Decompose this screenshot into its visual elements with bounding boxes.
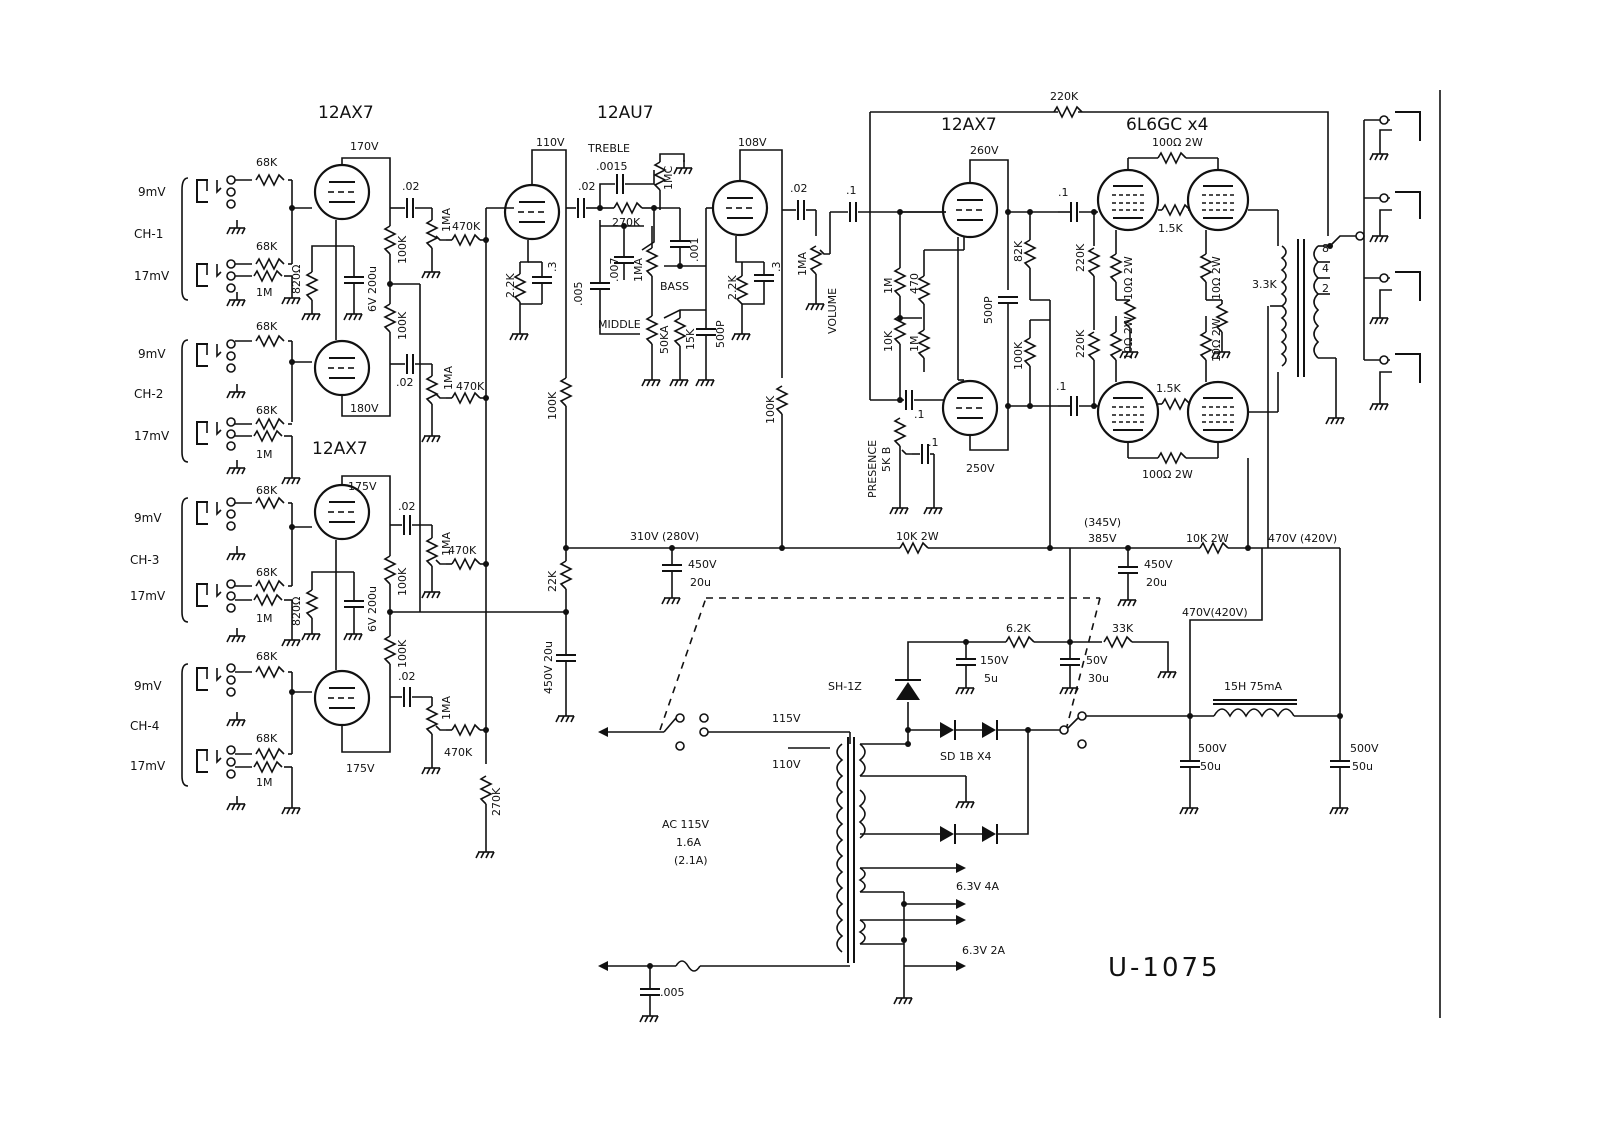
label-c3-2: .3 bbox=[770, 261, 783, 272]
label-68k-4: 68K bbox=[256, 404, 278, 417]
label-1ma-bass: 1MA bbox=[632, 257, 645, 282]
label-68k-3: 68K bbox=[256, 320, 278, 333]
label-220k-2: 220K bbox=[1074, 329, 1087, 358]
label-10ohm2w-2: 10Ω 2W bbox=[1122, 316, 1135, 360]
label-c1-5: .1 bbox=[1056, 380, 1067, 393]
label-820ohm-2: 820Ω bbox=[290, 596, 303, 626]
label-470k-2: 470K bbox=[456, 380, 485, 393]
label-62k: 6.2K bbox=[1006, 622, 1031, 635]
label-500p-1: 500P bbox=[714, 320, 727, 348]
label-5u: 5u bbox=[984, 672, 998, 685]
rail-470v-a: 470V (420V) bbox=[1268, 532, 1338, 545]
label-33k: 33K bbox=[1112, 622, 1134, 635]
label-68k-8: 68K bbox=[256, 732, 278, 745]
label-82k: 82K bbox=[1012, 240, 1025, 262]
voltage-250v: 250V bbox=[966, 462, 995, 475]
channel-4-inputs bbox=[182, 664, 312, 814]
label-10k-pi: 10K bbox=[882, 330, 895, 352]
label-10ohm2w-4: 10Ω 2W bbox=[1210, 318, 1223, 362]
voltage-175v-bottom: 175V bbox=[346, 762, 375, 775]
label-5kb: 5K B bbox=[880, 446, 893, 472]
ch4-lo-sens: 17mV bbox=[130, 759, 166, 773]
voltage-170v: 170V bbox=[350, 140, 379, 153]
label-1ma-4: 1MA bbox=[440, 695, 453, 720]
label-15k: 15K bbox=[684, 328, 697, 350]
label-2-2k-2: 2.2K bbox=[726, 275, 739, 300]
ch4-name: CH-4 bbox=[130, 719, 160, 733]
label-220k-1: 220K bbox=[1074, 243, 1087, 272]
label-c1-3: .1 bbox=[928, 436, 939, 449]
ch1-lo-sens: 17mV bbox=[134, 269, 170, 283]
label-c007: .007 bbox=[608, 257, 621, 282]
label-1-5k-2: 1.5K bbox=[1156, 382, 1181, 395]
label-c1-4: .1 bbox=[1058, 186, 1069, 199]
label-6v200u-2: 6V 200u bbox=[366, 586, 379, 632]
label-treble: TREBLE bbox=[588, 142, 630, 155]
ch1-hi-sens: 9mV bbox=[138, 185, 166, 199]
label-450v-1: 450V bbox=[688, 558, 717, 571]
label-1ma-1: 1MA bbox=[440, 207, 453, 232]
ch4-hi-sens: 9mV bbox=[134, 679, 162, 693]
label-c1-2: .1 bbox=[914, 408, 925, 421]
tube-label-v5: 6L6GC x4 bbox=[1126, 115, 1209, 135]
label-6-3v-4a: 6.3V 4A bbox=[956, 880, 1000, 893]
voltage-110v: 110V bbox=[536, 136, 565, 149]
power-rating bbox=[662, 818, 710, 867]
label-1m-pi: 1M bbox=[882, 277, 895, 294]
label-20u-1: 20u bbox=[690, 576, 711, 589]
label-1ma-volume: 1MA bbox=[796, 251, 809, 276]
channel-labels bbox=[130, 185, 170, 773]
component-labels bbox=[256, 90, 1379, 999]
label-1m-4: 1M bbox=[256, 776, 273, 789]
label-1mc: 1MC bbox=[662, 165, 675, 190]
label-10ohm2w-1: 10Ω 2W bbox=[1122, 256, 1135, 300]
label-6-3v-2a: 6.3V 2A bbox=[962, 944, 1006, 957]
model-number: U-1075 bbox=[1108, 953, 1221, 983]
label-20u-2: 20u bbox=[1146, 576, 1167, 589]
rail-385v: 385V bbox=[1088, 532, 1117, 545]
label-10k2w-1: 10K 2W bbox=[896, 530, 939, 543]
label-6v200u-1: 6V 200u bbox=[366, 266, 379, 312]
label-100ohm2w-1: 100Ω 2W bbox=[1152, 136, 1203, 149]
label-100k-6: 100K bbox=[764, 395, 777, 424]
label-68k-5: 68K bbox=[256, 484, 278, 497]
ac-110v-tap: 110V bbox=[772, 758, 801, 771]
label-100k-2: 100K bbox=[396, 311, 409, 340]
label-470: 470 bbox=[908, 273, 921, 294]
label-470k-1: 470K bbox=[452, 220, 481, 233]
label-c0015: .0015 bbox=[596, 160, 628, 173]
label-c1-1: .1 bbox=[846, 184, 857, 197]
rail-345v: (345V) bbox=[1084, 516, 1122, 529]
label-270k-1: 270K bbox=[490, 787, 503, 816]
rail-310v: 310V (280V) bbox=[630, 530, 700, 543]
label-10ohm2w-3: 10Ω 2W bbox=[1210, 256, 1223, 300]
label-470k-4: 470K bbox=[444, 746, 473, 759]
label-c02-6: .02 bbox=[790, 182, 808, 195]
label-tap-4: 4 bbox=[1322, 262, 1329, 275]
voltage-108v: 108V bbox=[738, 136, 767, 149]
power-line-2: 1.6A bbox=[676, 836, 702, 849]
label-sh1z: SH-1Z bbox=[828, 680, 862, 693]
label-50u-2: 50u bbox=[1352, 760, 1373, 773]
label-c02-4: .02 bbox=[398, 670, 416, 683]
label-c3-1: .3 bbox=[546, 261, 559, 272]
voltage-175v-top: 175V bbox=[348, 480, 377, 493]
label-220k-fb: 220K bbox=[1050, 90, 1079, 103]
label-450v-2: 450V bbox=[1144, 558, 1173, 571]
label-100k-1: 100K bbox=[396, 235, 409, 264]
label-100k-7: 100K bbox=[1012, 341, 1025, 370]
label-c005: .005 bbox=[572, 281, 585, 306]
rail-470v-b: 470V(420V) bbox=[1182, 606, 1248, 619]
label-middle: MIDDLE bbox=[598, 318, 641, 331]
tone-stage bbox=[505, 150, 715, 722]
label-68k-7: 68K bbox=[256, 650, 278, 663]
voltage-180v: 180V bbox=[350, 402, 379, 415]
tube-label-v2: 12AX7 bbox=[312, 439, 368, 459]
label-presence: PRESENCE bbox=[866, 439, 879, 498]
ch2-name: CH-2 bbox=[134, 387, 164, 401]
label-1m-2: 1M bbox=[256, 448, 273, 461]
label-270k-2: 270K bbox=[612, 216, 641, 229]
label-100ohm2w-2: 100Ω 2W bbox=[1142, 468, 1193, 481]
label-820ohm-1: 820Ω bbox=[290, 264, 303, 294]
label-100k-3: 100K bbox=[396, 567, 409, 596]
label-1ma-2: 1MA bbox=[442, 365, 455, 390]
label-100k-4: 100K bbox=[396, 639, 409, 668]
label-volume: VOLUME bbox=[826, 287, 839, 334]
label-c001: .001 bbox=[688, 237, 701, 262]
ch3-name: CH-3 bbox=[130, 553, 160, 567]
channel-2-inputs bbox=[182, 336, 312, 484]
label-50v: 50V bbox=[1086, 654, 1108, 667]
label-500v-1: 500V bbox=[1198, 742, 1227, 755]
voltage-260v: 260V bbox=[970, 144, 999, 157]
power-line-3: (2.1A) bbox=[674, 854, 708, 867]
power-line-1: AC 115V bbox=[662, 818, 710, 831]
label-50u-1: 50u bbox=[1200, 760, 1221, 773]
label-68k-2: 68K bbox=[256, 240, 278, 253]
label-470k-3: 470K bbox=[448, 544, 477, 557]
tube-label-v3: 12AU7 bbox=[597, 103, 654, 123]
ac-115v-tap: 115V bbox=[772, 712, 801, 725]
output-stage bbox=[1058, 153, 1278, 463]
label-bass: BASS bbox=[660, 280, 690, 293]
ch2-lo-sens: 17mV bbox=[134, 429, 170, 443]
label-c02-5: .02 bbox=[578, 180, 596, 193]
ch3-lo-sens: 17mV bbox=[130, 589, 166, 603]
label-50ka: 50KA bbox=[658, 325, 671, 354]
label-30u: 30u bbox=[1088, 672, 1109, 685]
label-68k-6: 68K bbox=[256, 566, 278, 579]
label-3-3k: 3.3K bbox=[1252, 278, 1277, 291]
label-sd1bx4: SD 1B X4 bbox=[940, 750, 992, 763]
label-150v: 150V bbox=[980, 654, 1009, 667]
label-1m-pi2: 1M bbox=[908, 335, 921, 352]
label-500p-2: 500P bbox=[982, 296, 995, 324]
label-1-5k-1: 1.5K bbox=[1158, 222, 1183, 235]
label-1m-3: 1M bbox=[256, 612, 273, 625]
label-68k-1: 68K bbox=[256, 156, 278, 169]
label-c02-2: .02 bbox=[396, 376, 414, 389]
tube-label-v4: 12AX7 bbox=[941, 115, 997, 135]
label-500v-2: 500V bbox=[1350, 742, 1379, 755]
preamp-stage-1 bbox=[302, 158, 566, 858]
label-tap-2: 2 bbox=[1322, 282, 1329, 295]
label-choke: 15H 75mA bbox=[1224, 680, 1283, 693]
ch3-hi-sens: 9mV bbox=[134, 511, 162, 525]
ch2-hi-sens: 9mV bbox=[138, 347, 166, 361]
label-100k-5: 100K bbox=[546, 391, 559, 420]
label-2-2k-1: 2.2K bbox=[504, 273, 517, 298]
label-1ma-3: 1MA bbox=[440, 531, 453, 556]
label-tap-8: 8 bbox=[1322, 242, 1329, 255]
phase-inverter bbox=[870, 112, 1058, 548]
label-c02-1: .02 bbox=[402, 180, 420, 193]
label-c005-line: .005 bbox=[660, 986, 685, 999]
output-transformer bbox=[870, 90, 1440, 1018]
label-1m-1: 1M bbox=[256, 286, 273, 299]
label-c02-3: .02 bbox=[398, 500, 416, 513]
label-450v20u-1: 450V 20u bbox=[542, 641, 555, 694]
label-22k: 22K bbox=[546, 570, 559, 592]
ch1-name: CH-1 bbox=[134, 227, 164, 241]
label-10k2w-2: 10K 2W bbox=[1186, 532, 1229, 545]
tube-label-v1: 12AX7 bbox=[318, 103, 374, 123]
